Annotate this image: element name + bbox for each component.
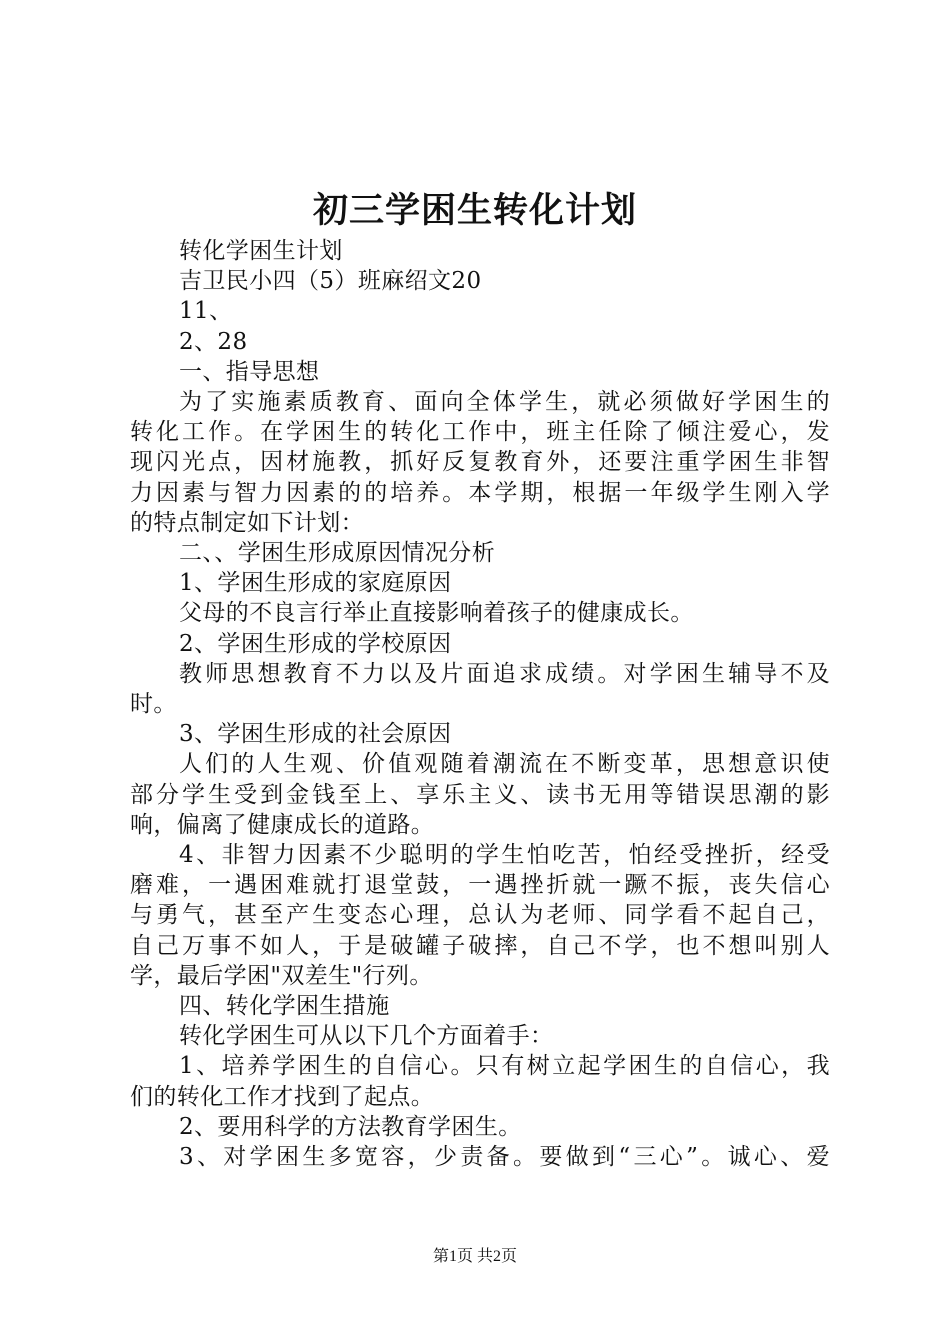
text-line: 1、培养学困生的自信心。只有树立起学困生的自信心，我 [179, 1053, 830, 1080]
text-line: 学，最后学困"双差生"行列。 [130, 962, 433, 989]
text-line: 磨难，一遇困难就打退堂鼓，一遇挫折就一蹶不振，丧失信心 [130, 872, 830, 899]
text-line: 4、非智力因素不少聪明的学生怕吃苦，怕经受挫折，经受 [179, 842, 830, 869]
text-line: 为了实施素质教育、面向全体学生，就必须做好学困生的 [179, 389, 830, 416]
text-line: 时。 [130, 691, 177, 718]
text-line: 1、学困生形成的家庭原因 [179, 570, 452, 597]
text-line: 一、指导思想 [179, 358, 320, 385]
text-line: 父母的不良言行举止直接影响着孩子的健康成长。 [179, 600, 694, 627]
text-line: 吉卫民小四（5）班麻绍文20 [179, 268, 482, 295]
text-line: 现闪光点，因材施教，抓好反复教育外，还要注重学困生非智 [130, 449, 830, 476]
page-footer: 第1页 共2页 [432, 1248, 517, 1265]
text-line: 2、要用科学的方法教育学困生。 [179, 1113, 522, 1140]
text-line: 11、 [179, 298, 233, 325]
text-line: 2、28 [179, 328, 248, 355]
text-line: 的特点制定如下计划： [130, 509, 364, 536]
text-line: 教师思想教育不力以及片面追求成绩。对学困生辅导不及 [179, 660, 830, 687]
text-line: 2、学困生形成的学校原因 [179, 630, 452, 657]
document-body [130, 236, 830, 1172]
text-line: 3、学困生形成的社会原因 [179, 721, 452, 748]
text-line: 力因素与智力因素的的培养。本学期，根据一年级学生刚入学 [130, 479, 830, 506]
text-line: 转化学困生可从以下几个方面着手： [179, 1023, 554, 1050]
text-line: 们的转化工作才找到了起点。 [130, 1083, 435, 1110]
document-title: 初三学困生转化计划 [312, 190, 637, 231]
text-line: 人们的人生观、价值观随着潮流在不断变革，思想意识使 [179, 751, 830, 778]
text-line: 转化工作。在学困生的转化工作中，班主任除了倾注爱心，发 [130, 419, 830, 446]
text-line: 3、对学困生多宽容，少责备。要做到“三心”。诚心、爱 [179, 1144, 830, 1171]
text-line: 与勇气，甚至产生变态心理，总认为老师、同学看不起自己， [130, 902, 830, 929]
text-line: 响，偏离了健康成长的道路。 [130, 811, 435, 838]
text-line: 部分学生受到金钱至上、享乐主义、读书无用等错误思潮的影 [130, 781, 830, 808]
text-line: 自己万事不如人，于是破罐子破摔，自己不学，也不想叫别人 [130, 932, 830, 959]
text-line: 四、转化学困生措施 [179, 993, 390, 1020]
text-line: 二、、学困生形成原因情况分析 [179, 540, 496, 567]
text-line: 转化学困生计划 [179, 238, 343, 264]
